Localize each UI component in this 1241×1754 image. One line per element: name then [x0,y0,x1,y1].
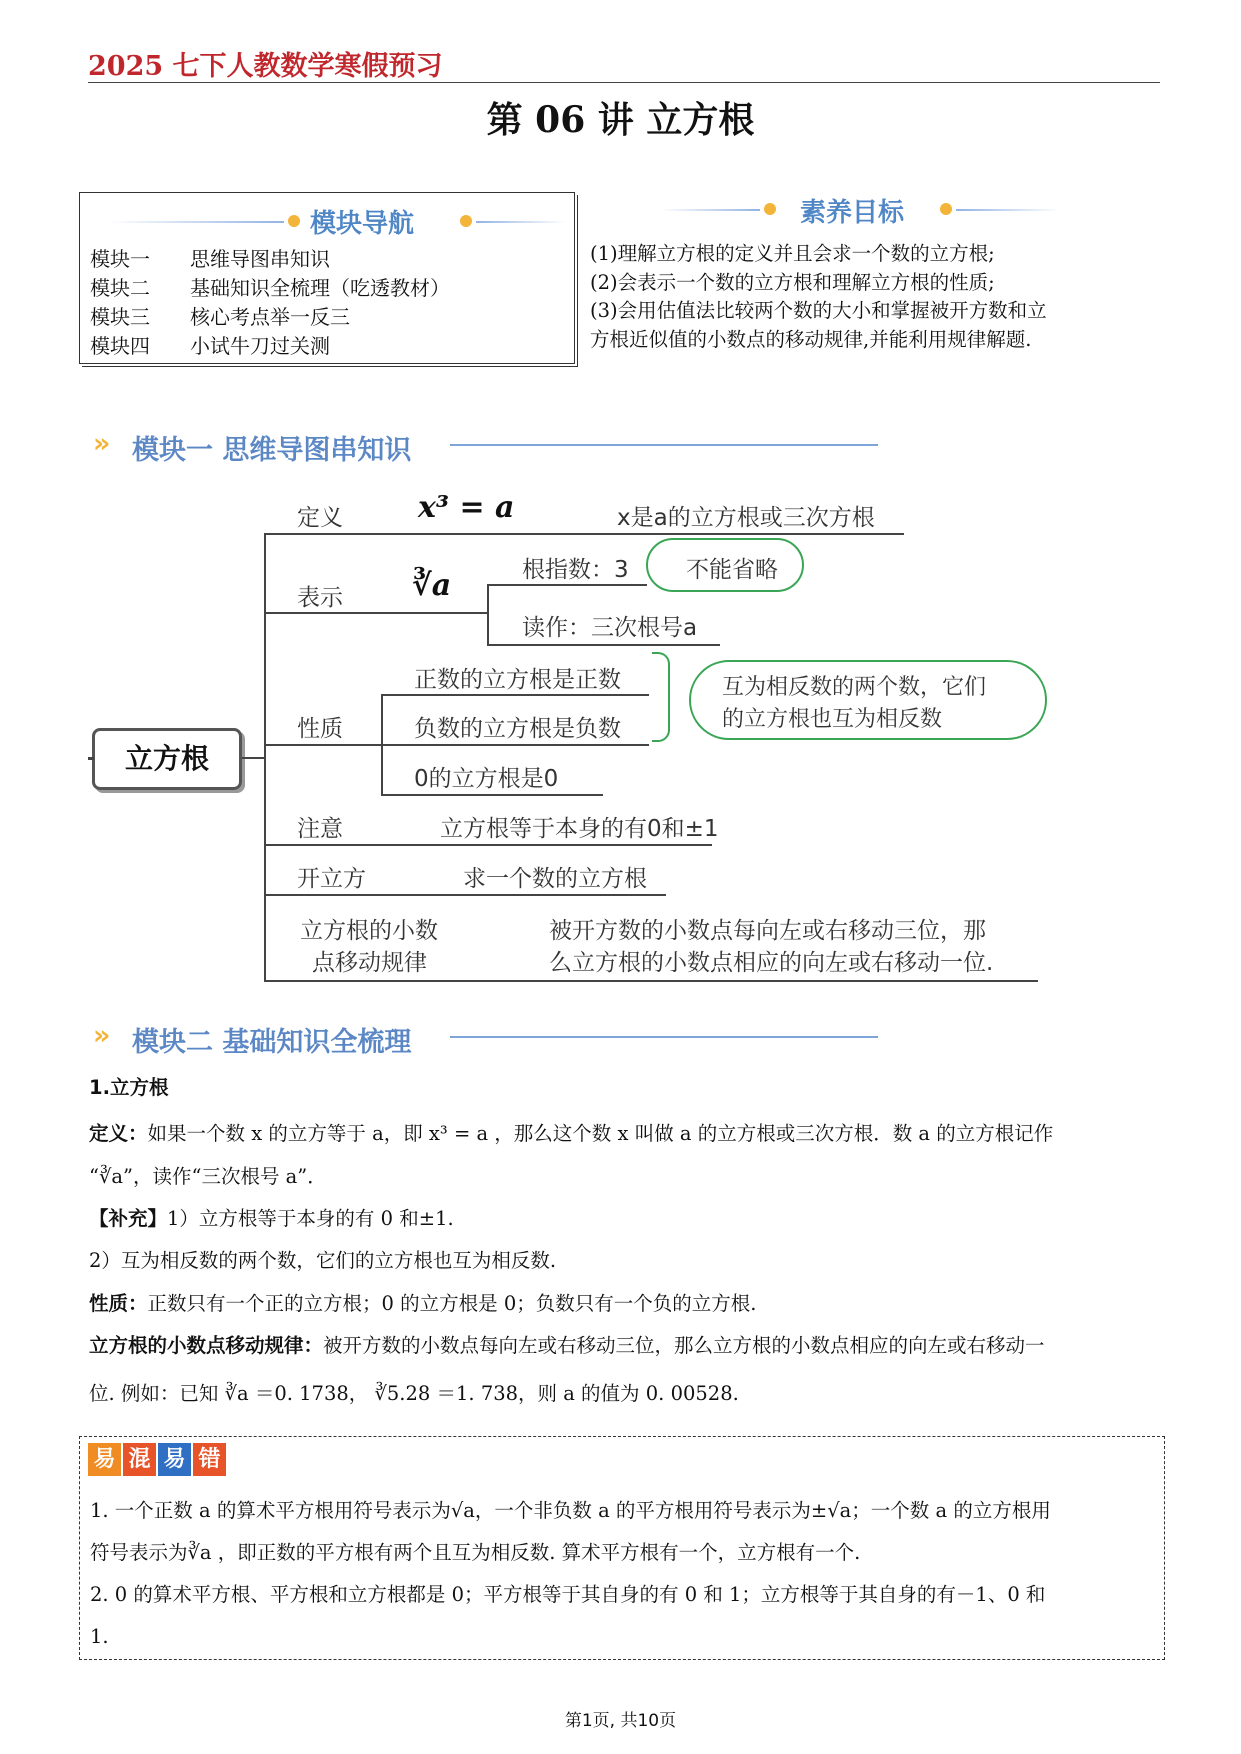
prop-item-line-1 [381,694,649,696]
branch-open-text: 求一个数的立方根 [463,866,647,892]
lesson-title: 第 06 讲 立方根 [486,99,755,141]
prop-brace [652,652,670,742]
branch-rep-index-line [487,584,647,586]
branch-rule-label-1: 立方根的小数 [300,918,438,944]
module2-rule-a: 立方根的小数点移动规律：被开方数的小数点每向左或右移动三位，那么立方根的小数点相应的向左或右移动一 [89,1334,1045,1357]
branch-rep-read: 读作：三次根号a [522,615,698,641]
branch-rep-label: 表示 [297,585,343,611]
goal-line-1: (1)理解立方根的定义并且会求一个数的立方根; [590,242,995,265]
module2-prop: 性质：正数只有一个正的立方根；0 的立方根是 0；负数只有一个负的立方根. [89,1292,757,1315]
branch-note-text: 立方根等于本身的有0和±1 [440,816,719,842]
module2-subtitle: 1.立方根 [89,1076,169,1099]
branch-def-text: x是a的立方根或三次方根 [617,505,875,531]
tip-tag-2: 混 [123,1443,156,1476]
branch-rule-text-2: 么立方根的小数点相应的向左或右移动一位. [549,950,994,976]
branch-rep-fork [487,584,489,646]
page-footer: 第1页, 共10页 [564,1711,677,1731]
module2-chevron-icon: » [93,1020,111,1051]
root-connector [242,757,264,759]
branch-def-label: 定义 [297,505,343,531]
header-title: 2025 七下人教数学寒假预习 [88,51,443,82]
tip-tag-4: 错 [193,1443,226,1476]
branch-rep-note: 不能省略 [686,557,778,583]
branch-note-label: 注意 [297,816,343,842]
module2-def-a: 定义：如果一个数 x 的立方等于 a，即 x³ = a ，那么这个数 x 叫做 a 的立方根或三次方根．数 a 的立方根记作 [89,1122,1054,1145]
module2-heading: 模块二 基础知识全梳理 [132,1027,412,1058]
branch-note-line [264,844,712,846]
module1-heading: 模块一 思维导图串知识 [132,435,412,466]
tip-line-2: 符号表示为∛a ，即正数的平方根有两个且互为相反数. 算术平方根有一个，立方根有一个. [90,1541,861,1564]
prop-note-line-1: 互为相反数的两个数，它们 [722,675,987,700]
tip-line-1: 1. 一个正数 a 的算术平方根用符号表示为√a，一个非负数 a 的平方根用符号表示为±√a；一个数 a 的立方根用 [90,1499,1051,1522]
module2-def-b: “∛a”，读作“三次根号 a”． [89,1165,327,1188]
tip-tags [88,1443,228,1476]
nav-item-4: 模块四 小试牛刀过关测 [90,334,330,358]
nav-item-1: 模块一 思维导图串知识 [90,247,330,271]
prop-item-1: 正数的立方根是正数 [414,667,621,693]
prop-item-2: 负数的立方根是负数 [414,716,621,742]
branch-def-formula: x³ = a [418,490,515,525]
tip-line-4: 1. [90,1625,109,1648]
goals-heading: 素养目标 [800,198,905,228]
nav-item-3: 模块三 核心考点举一反三 [90,305,350,329]
branch-prop-label: 性质 [297,716,343,742]
module2-rule-b: 位. 例如：已知 ∛a ＝0. 1738， ∛5.28 ＝1. 738，则 a 的值为 0. 00528. [89,1382,739,1405]
prop-item-3: 0的立方根是0 [414,766,559,792]
module2-supp-2: 2）互为相反数的两个数，它们的立方根也互为相反数. [89,1249,557,1272]
branch-rule-label-2: 点移动规律 [312,950,427,976]
prop-item-line-3 [381,794,603,796]
nav-heading: 模块导航 [310,209,415,239]
branch-prop-line [264,744,382,746]
goal-line-3: (3)会用估值法比较两个数的大小和掌握被开方数和立 [590,299,1047,322]
tip-line-3: 2. 0 的算术平方根、平方根和立方根都是 0；平方根等于其自身的有 0 和 1；立方根等于其自身的有－1、0 和 [90,1583,1046,1606]
branch-open-label: 开立方 [297,866,366,892]
root-stub [88,757,94,760]
goal-line-2: (2)会表示一个数的立方根和理解立方根的性质; [590,270,995,294]
goal-line-4: 方根近似值的小数点的移动规律,并能利用规律解题. [590,327,1032,351]
prop-item-line-2 [381,744,649,746]
spine-line [264,534,266,982]
branch-rep-formula: ∛a [412,568,452,603]
branch-rep-index: 根指数：3 [522,557,629,583]
tip-tag-3: 易 [158,1443,191,1476]
prop-note-line-2: 的立方根也互为相反数 [722,707,943,732]
branch-rule-line [264,980,1038,982]
tip-tag-1: 易 [88,1443,121,1476]
branch-rep-read-line [487,644,720,646]
branch-rep-line [264,612,488,614]
tip-box [79,1436,1165,1660]
module1-chevron-icon: » [93,428,111,459]
nav-item-2: 模块二 基础知识全梳理（吃透教材） [90,276,450,300]
branch-def-line [264,533,904,535]
branch-rule-text-1: 被开方数的小数点每向左或右移动三位，那 [549,918,986,944]
module2-supp-1: 【补充】1）立方根等于本身的有 0 和±1. [89,1207,454,1230]
branch-open-line [264,894,666,896]
mindmap-root: 立方根 [92,728,242,790]
module2-heading-line [450,1036,878,1038]
